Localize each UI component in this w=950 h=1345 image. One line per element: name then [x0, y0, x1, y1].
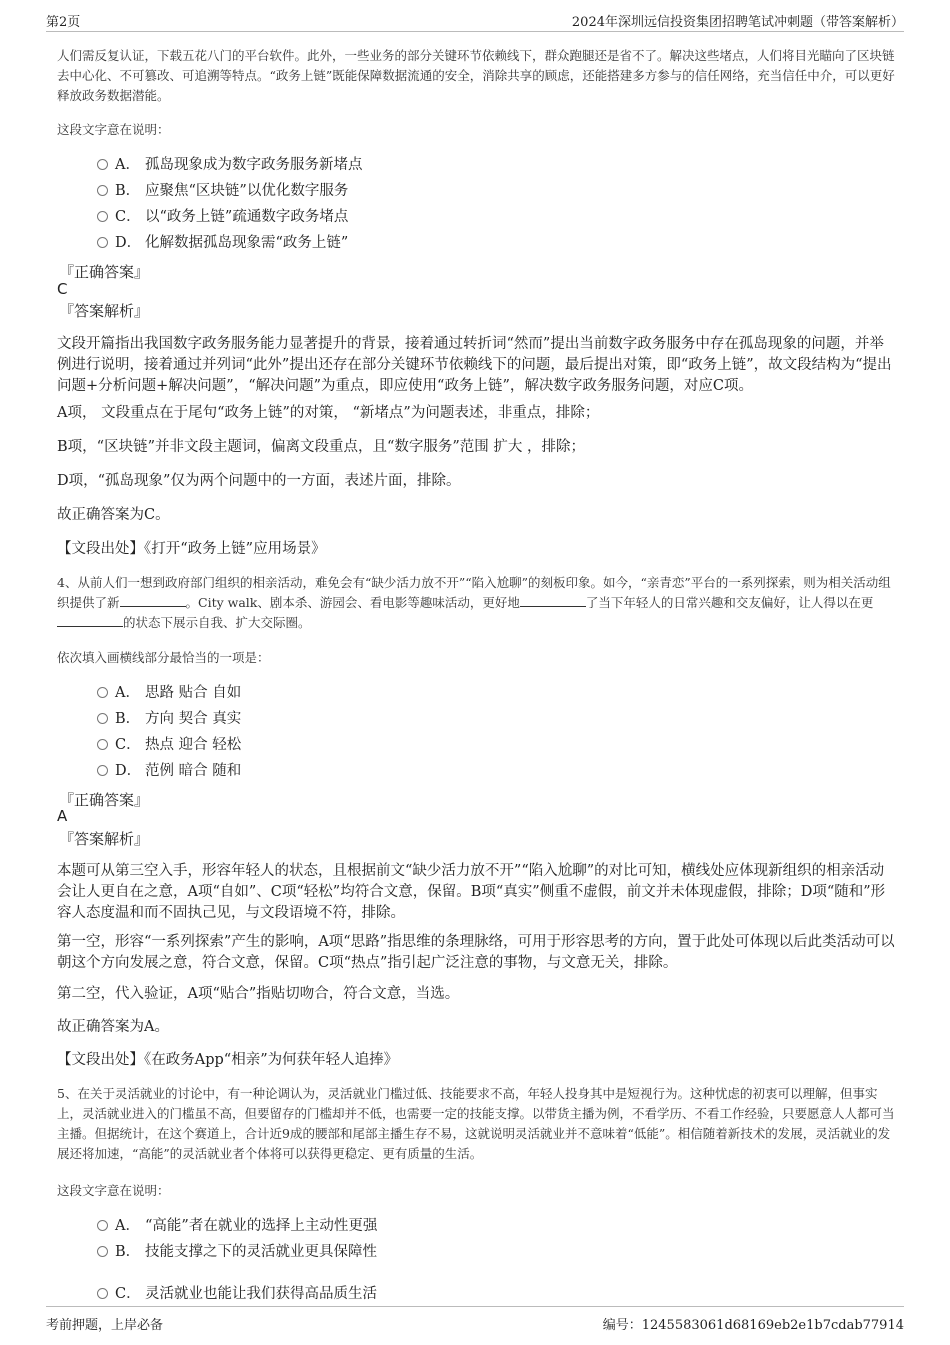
q4-analysis-label: 『答案解析』 [59, 830, 150, 848]
q3-analysis-p2: A项， 文段重点在于尾句“政务上链”的对策， “新堵点”为问题表述，非重点，排除； [57, 405, 600, 421]
q3-prompt: 这段文字意在说明： [57, 122, 170, 137]
q3-analysis-p1: 文段开篇指出我国数字政务服务能力显著提升的背景，接着通过转折词“然而”提出当前数字政务服务中存在孤岛现象的问题，并举例进行说明，接着通过并列词“此外”提出还存在部分关键环节依赖线下的问题，最后提出对策，即“政务上链”，故文段结构为“提出问题+分析问题+解决问题”，“解决问题”为重点，即应使用“政务上链”，解决数字政务服务问题，对应C项。 [57, 336, 892, 394]
blank-1 [120, 594, 186, 607]
page-header [0, 0, 950, 30]
q4-answer: A [57, 807, 68, 825]
radio-icon[interactable] [97, 1246, 108, 1257]
q5-option-c[interactable]: C． 灵活就业也能让我们获得高品质生活 [97, 1284, 377, 1304]
radio-icon[interactable] [97, 687, 108, 698]
q3-option-b[interactable]: B． 应聚焦“区块链”以优化数字服务 [97, 181, 348, 201]
q4-analysis-p2: 第一空，形容“一系列探索”产生的影响，A项“思路”指思维的条理脉络，可用于形容思考的方向，置于此处可体现以后此类活动可以朝这个方向发展之意，符合文意，保留。C项“热点”指引起广泛注意的事物，与文意无关，排除。 [57, 934, 895, 971]
q3-option-a[interactable]: A． 孤岛现象成为数字政务服务新堵点 [97, 155, 363, 175]
q4-stem: 4、从前人们一想到政府部门组织的相亲活动，难免会有“缺少活力放不开”“陷入尬聊”的刻板印象。如今，“亲青恋”平台的一系列探索，则为相关活动组织提供了新 。City walk、剧本杀、游园会、看电影等趣味活动，更好地 了当下年轻人的日常兴趣和交友偏好，让人得以在更的状态下展示自我、扩大交际圈。 [57, 575, 891, 630]
radio-icon[interactable] [97, 1288, 108, 1299]
q3-analysis-p4: D项，“孤岛现象”仅为两个问题中的一方面，表述片面，排除。 [57, 473, 461, 489]
q5-prompt: 这段文字意在说明： [57, 1183, 170, 1198]
page-number: 第2页 [46, 15, 81, 30]
q4-option-d[interactable]: D． 范例 暗合 随和 [97, 761, 241, 781]
q4-prompt: 依次填入画横线部分最恰当的一项是： [57, 650, 270, 665]
document-id: 编号：1245583061d68169eb2e1b7cdab77914 [602, 1318, 904, 1333]
q5-option-a[interactable]: A． “高能”者在就业的选择上主动性更强 [97, 1216, 377, 1236]
q5-stem: 5、在关于灵活就业的讨论中，有一种论调认为，灵活就业门槛过低、技能要求不高，年轻人投身其中是短视行为。这种忧虑的初衷可以理解，但事实上，灵活就业进入的门槛虽不高，但要留存的门槛却并不低，也需要一定的技能支撑。以带货主播为例，不看学历、不看工作经验，只要愿意人人都可当主播。但据统计，在这个赛道上，合计近9成的腰部和尾部主播生存不易，这就说明灵活就业并不意味着“低能”。相信随着新技术的发展，灵活就业的发展还将加速，“高能”的灵活就业者个体将可以获得更稳定、更有质量的生活。 [57, 1086, 895, 1161]
q3-passage-tail: 人们需反复认证，下载五花八门的平台软件。此外，一些业务的部分关键环节依赖线下，群众跑腿还是省不了。解决这些堵点，人们将目光瞄向了区块链去中心化、不可篡改、可追溯等特点。“政务上链”既能保障数据流通的安全，消除共享的顾虑，还能搭建多方参与的信任网络，充当信任中介，可以更好释放政务数据潜能。 [57, 48, 895, 103]
radio-icon[interactable] [97, 765, 108, 776]
radio-icon[interactable] [97, 237, 108, 248]
radio-icon[interactable] [97, 159, 108, 170]
q4-answer-label: 『正确答案』 [59, 791, 150, 809]
q4-option-a[interactable]: A． 思路 贴合 自如 [97, 683, 241, 703]
q3-analysis-p3: B项，“区块链”并非文段主题词，偏离文段重点，且“数字服务”范围 扩大 ，排除； [57, 439, 586, 455]
q4-option-c[interactable]: C． 热点 迎合 轻松 [97, 735, 241, 755]
radio-icon[interactable] [97, 1220, 108, 1231]
q4-source: 【文段出处】《在政务App“相亲”为何获年轻人追捧》 [57, 1052, 399, 1068]
q4-analysis-p1: 本题可从第三空入手，形容年轻人的状态，且根据前文“缺少活力放不开”“陷入尬聊”的对比可知，横线处应体现新组织的相亲活动会让人更自在之意，A项“自如”、C项“轻松”均符合文意，保留。B项“真实”侧重不虚假，前文并未体现虚假，排除；D项“随和”形容人态度温和而不固执己见，与文段语境不符，排除。 [57, 863, 886, 921]
q3-option-c[interactable]: C． 以“政务上链”疏通数字政务堵点 [97, 207, 348, 227]
q4-option-b[interactable]: B． 方向 契合 真实 [97, 709, 241, 729]
header-divider [46, 31, 904, 32]
footer-slogan: 考前押题，上岸必备 [46, 1318, 164, 1333]
radio-icon[interactable] [97, 211, 108, 222]
footer-divider [46, 1306, 904, 1307]
q3-answer-label: 『正确答案』 [59, 263, 150, 281]
blank-3 [57, 614, 123, 627]
q3-source: 【文段出处】《打开“政务上链”应用场景》 [57, 541, 326, 557]
radio-icon[interactable] [97, 185, 108, 196]
blank-2 [520, 594, 586, 607]
q3-answer: C [57, 280, 68, 298]
q5-option-b[interactable]: B． 技能支撑之下的灵活就业更具保障性 [97, 1242, 377, 1262]
radio-icon[interactable] [97, 713, 108, 724]
q3-option-d[interactable]: D． 化解数据孤岛现象需“政务上链” [97, 233, 348, 253]
radio-icon[interactable] [97, 739, 108, 750]
q4-analysis-p4: 故正确答案为A。 [57, 1019, 169, 1035]
q4-analysis-p3: 第二空，代入验证，A项“贴合”指贴切吻合，符合文意，当选。 [57, 986, 460, 1002]
q3-analysis-label: 『答案解析』 [59, 302, 150, 320]
document-title: 2024年深圳远信投资集团招聘笔试冲刺题（带答案解析） [571, 15, 904, 30]
q3-analysis-p5: 故正确答案为C。 [57, 507, 170, 523]
